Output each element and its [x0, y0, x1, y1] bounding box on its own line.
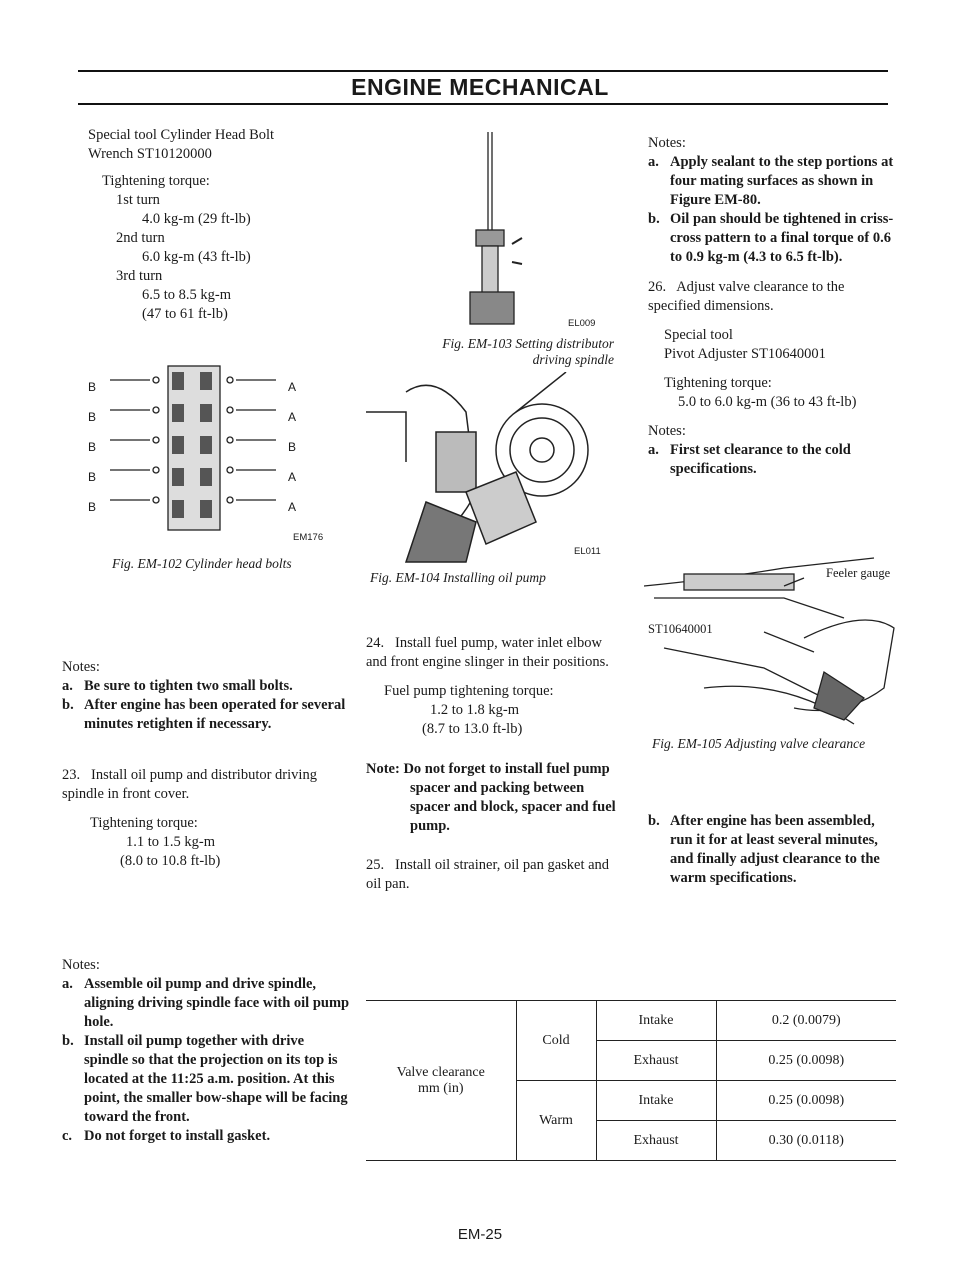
bolt-label: A: [288, 500, 297, 514]
value-cell: 0.2 (0.0079): [716, 1001, 896, 1041]
notes-title: Notes:: [62, 659, 100, 675]
note-fuel-pump: Note: Do not forget to install fuel pump spacer and packing between spacer and block, spacer and fuel pump.: [366, 761, 616, 834]
notes-block-2: [62, 956, 350, 1146]
special-tool-block: [88, 126, 348, 324]
figure-valve-clearance: [644, 548, 900, 726]
label-feeler-gauge: Feeler gauge: [826, 566, 891, 580]
turn-value: 4.0 kg-m (29 ft-lb): [142, 211, 251, 227]
notes-title: Notes:: [648, 423, 686, 439]
note-item: a. Apply sealant to the step portions at four mating surfaces as shown in Figure EM-80.: [648, 154, 894, 208]
step-text: Install fuel pump, water inlet elbow and front engine slinger in their positions.: [366, 635, 609, 670]
step-number: 23.: [62, 767, 81, 783]
note-item: a. Assemble oil pump and drive spindle, aligning driving spindle face with oil pump hole.: [62, 976, 350, 1030]
valve-cell: Intake: [596, 1001, 716, 1041]
step-24: [366, 634, 618, 739]
note-item: a. Be sure to tighten two small bolts.: [62, 678, 293, 694]
step-26: [648, 278, 900, 479]
torque-value: 5.0 to 6.0 kg-m (36 to 43 ft-lb): [678, 394, 857, 410]
valve-cell: Exhaust: [596, 1041, 716, 1081]
bolt-label: A: [288, 470, 297, 484]
oil-pump-illustration: [366, 372, 618, 564]
bolt-labels-right: [288, 372, 296, 522]
page-number: EM-25: [457, 1226, 503, 1243]
turn-value: 6.0 kg-m (43 ft-lb): [142, 249, 251, 265]
bolt-label: B: [88, 470, 97, 484]
turn-label: 3rd turn: [116, 268, 163, 284]
tool-line: Wrench ST10120000: [88, 146, 212, 162]
step-number: 24.: [366, 635, 385, 651]
notes-title: Notes:: [62, 957, 100, 973]
value-cell: 0.30 (0.0118): [716, 1121, 896, 1161]
cylinder-head-illustration: [88, 360, 348, 550]
bolt-label: B: [88, 380, 97, 394]
figure-distributor-spindle: [440, 132, 620, 332]
step-text: Adjust valve clearance to the specified dimensions.: [648, 279, 845, 314]
valve-cell: Exhaust: [596, 1121, 716, 1161]
spindle-illustration: [440, 132, 620, 332]
bolt-label: A: [288, 410, 297, 424]
notes-block-3: [648, 134, 900, 267]
torque-value: (8.0 to 10.8 ft-lb): [120, 853, 221, 869]
label-tool: ST10640001: [648, 622, 713, 636]
row-label-cell: Valve clearance mm (in): [366, 1001, 516, 1161]
tool-line: Pivot Adjuster ST10640001: [664, 346, 826, 362]
notes-block-1: [62, 658, 350, 734]
figure-caption: Fig. EM-105 Adjusting valve clearance: [652, 736, 866, 751]
valve-cell: Intake: [596, 1081, 716, 1121]
note-item: b. Oil pan should be tightened in criss-cross pattern to a final torque of 0.6 to 0.9 kg-m (4.3 to 6.5 ft-lb).: [648, 211, 894, 265]
torque-label: Tightening torque:: [102, 173, 210, 189]
bolt-label: B: [288, 440, 297, 454]
torque-value: (8.7 to 13.0 ft-lb): [422, 721, 523, 737]
figure-oil-pump: [366, 372, 618, 564]
valve-clearance-table: [366, 1000, 896, 1161]
note-item: b. After engine has been assembled, run it for at least several minutes, and finally adjust clearance to the warm specifications.: [648, 813, 880, 886]
note-item: a. First set clearance to the cold specifications.: [648, 442, 851, 477]
note-item: c. Do not forget to install gasket.: [62, 1128, 271, 1144]
step-text: Install oil pump and distributor driving spindle in front cover.: [62, 767, 317, 802]
bolt-label: B: [88, 410, 97, 424]
turn-value: 6.5 to 8.5 kg-m: [142, 287, 232, 303]
turn-value: (47 to 61 ft-lb): [142, 306, 228, 322]
figure-code: EL011: [574, 546, 601, 557]
figure-code: EM176: [293, 532, 324, 543]
bolt-label: B: [88, 500, 97, 514]
header-rule-bottom: [78, 103, 888, 105]
bolt-label: A: [288, 380, 297, 394]
turn-label: 1st turn: [116, 192, 160, 208]
turn-label: 2nd turn: [116, 230, 165, 246]
tool-line: Special tool: [664, 327, 733, 343]
torque-label: Tightening torque:: [664, 375, 772, 391]
figure-caption: Fig. EM-104 Installing oil pump: [370, 570, 546, 585]
page-title: ENGINE MECHANICAL: [351, 74, 609, 100]
bolt-labels-left: [88, 372, 96, 522]
torque-value: 1.1 to 1.5 kg-m: [126, 834, 216, 850]
step-text: Install oil strainer, oil pan gasket and oil pan.: [366, 857, 610, 892]
cold-cell: Cold: [516, 1001, 596, 1081]
tool-line: Special tool Cylinder Head Bolt: [88, 127, 275, 143]
figure-caption: Fig. EM-102 Cylinder head bolts: [112, 556, 292, 571]
step-23: [62, 766, 350, 871]
warm-cell: Warm: [516, 1081, 596, 1161]
step-number: 25.: [366, 857, 385, 873]
torque-value: 1.2 to 1.8 kg-m: [430, 702, 520, 718]
torque-label: Tightening torque:: [90, 815, 198, 831]
note-item: b. After engine has been operated for several minutes retighten if necessary.: [62, 697, 346, 732]
value-cell: 0.25 (0.0098): [716, 1081, 896, 1121]
notes-title: Notes:: [648, 135, 686, 151]
step-25: [366, 856, 618, 894]
figure-caption: Fig. EM-103 Setting distributor driving spindle: [442, 336, 614, 367]
value-cell: 0.25 (0.0098): [716, 1041, 896, 1081]
step-number: 26.: [648, 279, 667, 295]
figure-cylinder-head-bolts: [88, 360, 348, 550]
note-item: b. Install oil pump together with drive spindle so that the projection on its top is located at the 11:25 a.m. position. At this point, the smaller bow-shape will be facing toward the front.: [62, 1033, 348, 1125]
header-rule-top: [78, 70, 888, 72]
figure-code: EL009: [568, 318, 596, 329]
bolt-label: B: [88, 440, 97, 454]
torque-label: Fuel pump tightening torque:: [384, 683, 554, 699]
note-b-warm: [648, 812, 900, 888]
